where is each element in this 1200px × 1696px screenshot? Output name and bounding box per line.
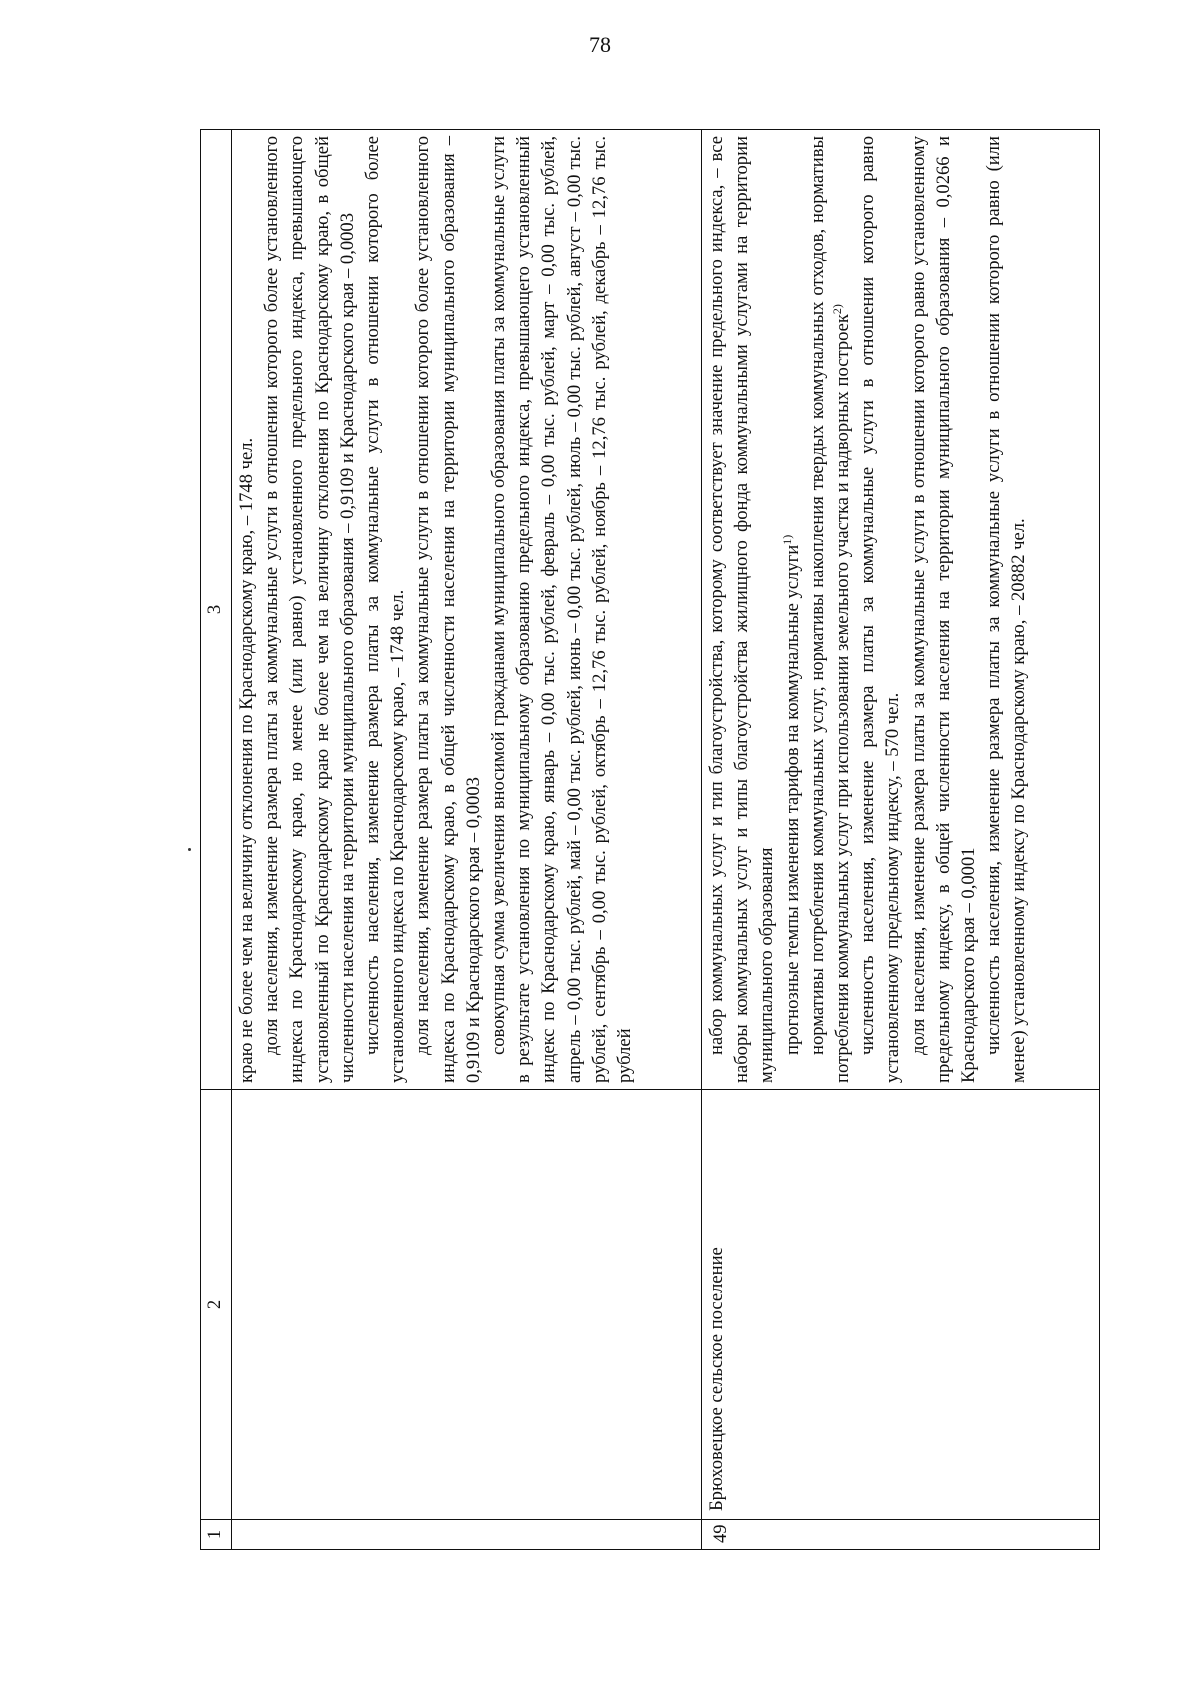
detail-text: нормативы потребления коммунальных услуг, нормативы накопления твердых коммунальных отходов, нормативы потребления коммунальных услуг при использовании земельного участка и надворных построек: [806, 136, 854, 1083]
detail-paragraph: численность населения, изменение размера платы за коммунальные услуги в отношении которого равно (или менее) установленному индексу по Краснодарскому краю, – 20882 чел.: [983, 136, 1030, 1083]
detail-paragraph: доля населения, изменение размера платы за коммунальные услуги в отношении которого более установленного индекса по Краснодарскому краю, но менее (или равно) установленного предельного индекса, превышающего установленный по Краснодарскому краю не более чем на величину отклонения по Краснодарскому краю, в общей численности населения на территории муниципального образования – 0,9109 и Краснодарского края – 0,0003: [261, 136, 358, 1083]
row-number: [232, 1520, 702, 1550]
page-number: 78: [589, 32, 611, 57]
detail-paragraph: [805, 136, 855, 1083]
detail-paragraph: совокупная сумма увеличения вносимой гражданами муниципального образования платы за коммунальные услуги в результате установления по муниципальному образованию предельного индекса, превышающего установленный индекс по Краснодарскому краю, январь – 0,00 тыс. рублей, февраль – 0,00 тыс. рублей, март – 0,00 тыс. рублей, апрель – 0,00 тыс. рублей, май – 0,00 тыс. рублей, июнь – 0,00 тыс. рублей, июль – 0,00 тыс. рублей, август – 0,00 тыс. рублей, сентябрь – 0,00 тыс. рублей, октябрь – 12,76 тыс. рублей, ноябрь – 12,76 тыс. рублей, декабрь – 12,76 тыс. рублей: [488, 136, 636, 1083]
rotated-table-frame: [200, 130, 1100, 1550]
footnote-marker: 1): [779, 534, 794, 545]
footnote-marker: 2): [829, 304, 844, 315]
detail-paragraph: [780, 136, 805, 1083]
detail-paragraph: доля населения, изменение размера платы за коммунальные услуги в отношении которого равно установленному предельному индексу, в общей численности населения на территории муниципального образования – 0,0266 и Краснодарского края – 0,0001: [907, 136, 980, 1083]
detail-paragraph: численность населения, изменение размера платы за коммунальные услуги в отношении которого более установленного индекса по Краснодарскому краю, – 1748 чел.: [362, 136, 409, 1083]
document-table: [200, 129, 1100, 1550]
detail-paragraph: доля населения, изменение размера платы за коммунальные услуги в отношении которого более установленного индекса по Краснодарскому краю, в общей численности населения на территории муниципального образования – 0,9109 и Краснодарского края – 0,0003: [412, 136, 484, 1083]
header-cell-3: 3: [201, 130, 232, 1090]
detail-paragraph: краю не более чем на величину отклонения по Краснодарскому краю, – 1748 чел.: [236, 437, 257, 1083]
header-cell-1: 1: [201, 1520, 232, 1550]
table-row: [232, 130, 702, 1550]
table-header-row: [201, 130, 232, 1550]
row-details: [232, 130, 702, 1090]
municipality-name: Брюховецкое сельское поселение: [702, 1090, 1100, 1520]
detail-text: прогнозные темпы изменения тарифов на коммунальные услуги: [781, 544, 803, 1055]
table-row: [702, 130, 1100, 1550]
municipality-name: [232, 1090, 702, 1520]
detail-paragraph: численность населения, изменение размера платы за коммунальные услуги в отношении которого равно установленному предельному индексу, – 570 чел.: [857, 136, 904, 1083]
row-details: [702, 130, 1100, 1090]
detail-paragraph: набор коммунальных услуг и тип благоустройства, которому соответствует значение предельного индекса, – все наборы коммунальных услуг и типы благоустройства жилищного фонда коммунальными услугами на территории муниципального образования: [706, 136, 778, 1083]
scan-speck: [188, 848, 191, 851]
header-cell-2: 2: [201, 1090, 232, 1520]
rotated-table-container: [200, 130, 1100, 1550]
row-number: 49: [702, 1520, 1100, 1550]
